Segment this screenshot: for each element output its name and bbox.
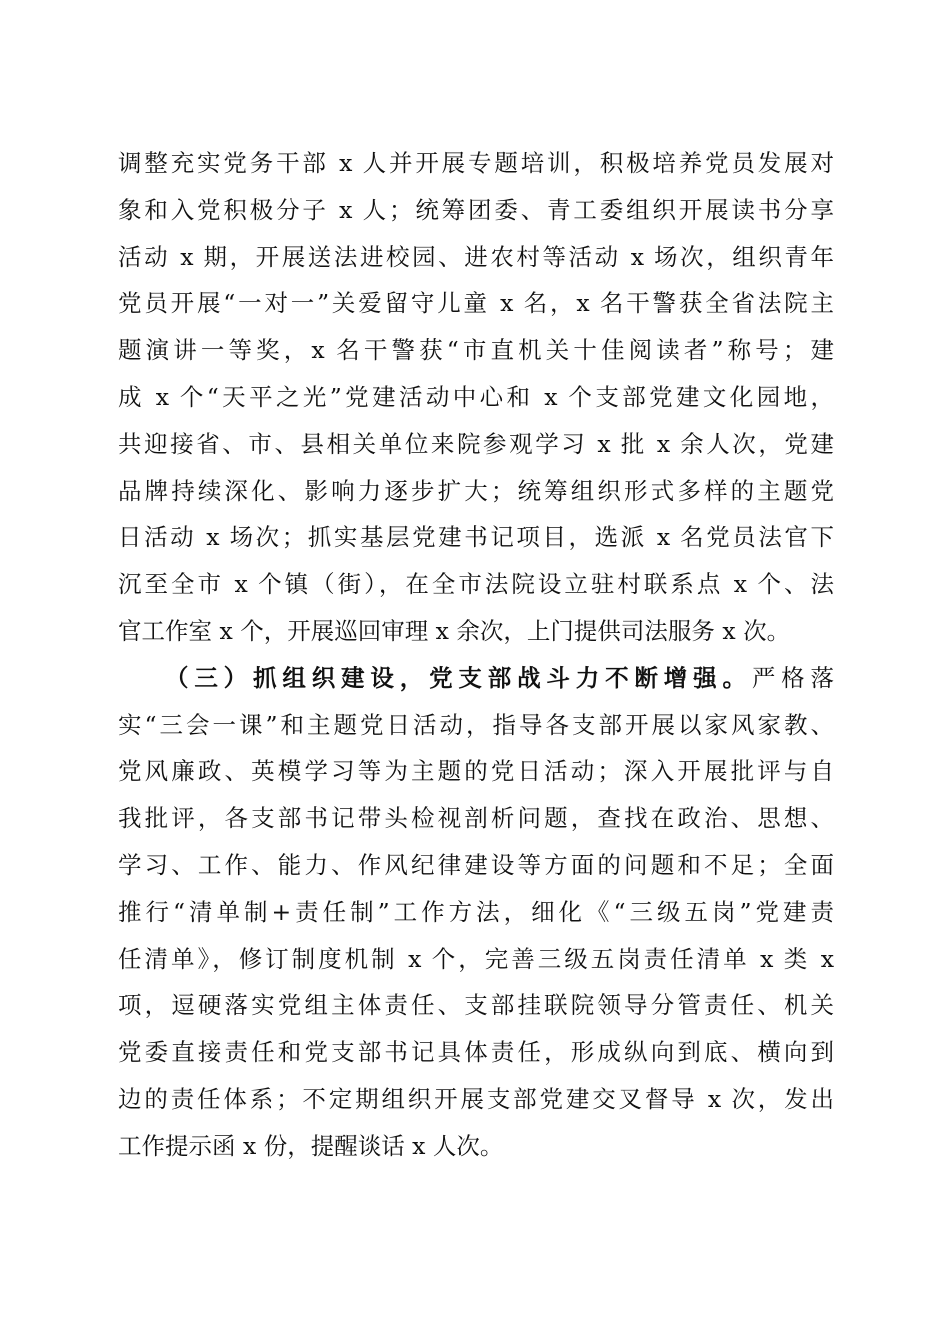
paragraph-1 [118,140,834,655]
text-line: 推行“清单制+责任制”工作方法，细化《“三级五岗”党建责 [118,897,834,926]
text-line: 党员开展“一对一”关爱留守儿童 x 名，x 名干警获全省法院主 [118,289,834,318]
text-line: 调整充实党务干部 x 人并开展专题培训，积极培养党员发展对 [118,149,834,177]
text-line: 学习、工作、能力、作风纪律建设等方面的问题和不足；全面 [118,850,834,879]
text-line: 活动 x 期，开展送法进校园、进农村等活动 x 场次，组织青年 [118,242,834,271]
text-line: 党风廉政、英模学习等为主题的党日活动；深入开展批评与自 [118,757,834,786]
text-line: 沉至全市 x 个镇（街），在全市法院设立驻村联系点 x 个、法 [118,570,834,599]
text-line: 我批评，各支部书记带头检视剖析问题，查找在政治、思想、 [118,804,834,833]
text-line: 共迎接省、市、县相关单位来院参观学习 x 批 x 余人次，党建 [118,429,834,458]
text-fragment: 严格落 [751,663,835,692]
section-first-line [118,655,834,702]
text-line: 品牌持续深化、影响力逐步扩大；统筹组织形式多样的主题党 [118,476,834,505]
paragraph-2 [118,655,834,1170]
text-line: 象和入党积极分子 x 人；统筹团委、青工委组织开展读书分享 [118,195,834,224]
text-line: 官工作室 x 个，开展巡回审理 x 余次，上门提供司法服务 x 次。 [118,616,791,645]
text-line: 党委直接责任和党支部书记具体责任，形成纵向到底、横向到 [118,1038,834,1067]
text-line: 成 x 个“天平之光”党建活动中心和 x 个支部党建文化园地， [118,382,834,411]
text-line: 实“三会一课”和主题党日活动，指导各支部开展以家风家教、 [118,710,834,739]
section-heading: （三）抓组织建设，党支部战斗力不断增强。 [165,663,752,692]
text-line: 项，逗硬落实党组主体责任、支部挂联院领导分管责任、机关 [118,991,834,1020]
text-line: 日活动 x 场次；抓实基层党建书记项目，选派 x 名党员法官下 [118,523,834,552]
text-line: 工作提示函 x 份，提醒谈话 x 人次。 [118,1131,504,1160]
text-line: 题演讲一等奖，x 名干警获“市直机关十佳阅读者”称号；建 [118,336,834,365]
text-line: 任清单》，修订制度机制 x 个，完善三级五岗责任清单 x 类 x [118,944,834,973]
document-body [118,140,834,1170]
text-line: 边的责任体系；不定期组织开展支部党建交叉督导 x 次，发出 [118,1084,834,1113]
